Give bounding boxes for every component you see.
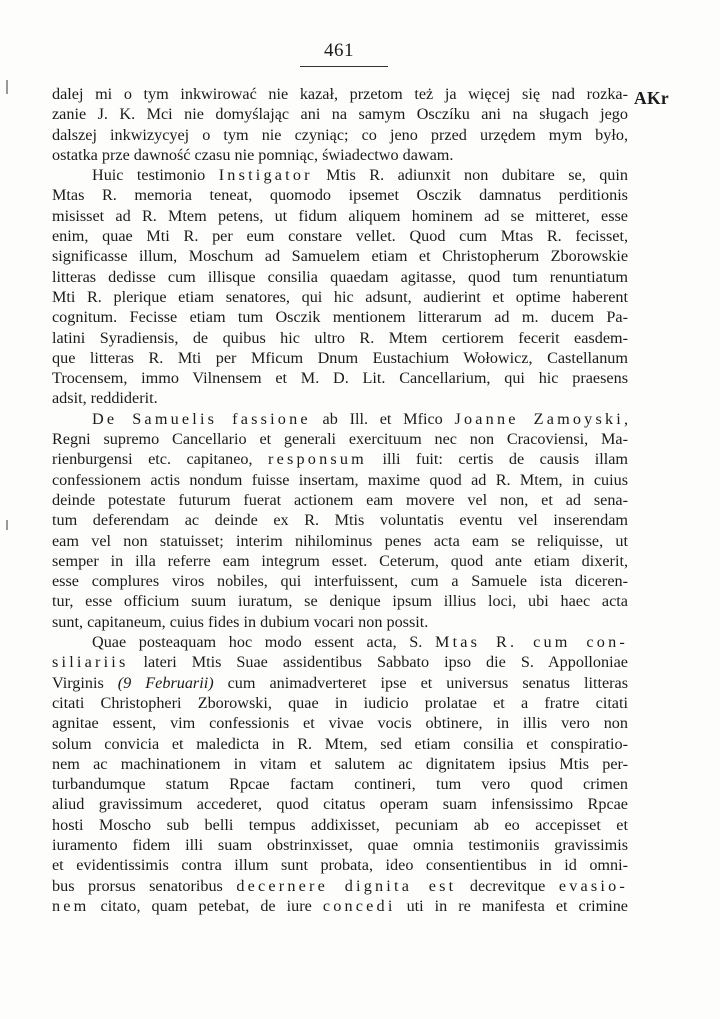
- spaced-text: siliariis: [52, 653, 129, 672]
- text-line: Trocensem, immo Vilnensem et M. D. Lit. Cancellarium, qui hic praesens: [52, 369, 628, 388]
- text-line: latini Syradiensis, de quibus hic ultro R. Mtem certiorem fecerit easdem-: [52, 328, 628, 347]
- text-line: nem ac machinationem in vitam et salutem ac dignitatem ipsius Mtis per-: [52, 754, 628, 773]
- text-line: dalszej inkwizycyej o tym nie czyniąc; co jeno przed urzędem mym było,: [52, 125, 628, 144]
- text-line: Regni supremo Cancellario et generali exercituum nec non Cracoviensi, Ma-: [52, 430, 628, 449]
- text-line: [52, 409, 628, 429]
- text-line: misisset ad R. Mtem petens, ut fidum aliquem hominem ad se mitteret, esse: [52, 206, 628, 225]
- text-line: Mtas R. memoria teneat, quomodo ipsemet Osczik damnatus perditionis: [52, 186, 628, 205]
- text-line: [52, 165, 628, 185]
- body-text: [52, 84, 628, 916]
- spaced-text: decernere dignita est: [236, 876, 457, 895]
- text-line: agnitae essent, vim confessionis et vivae vocis obtinere, in illis vero non: [52, 714, 628, 733]
- text-segment: Mtis R. adiunxit non dubitare se, quin: [312, 166, 628, 185]
- text-line: eam vel non statuisset; interim nihilominus penes acta eam se reliquisse, ut: [52, 531, 628, 550]
- text-line: litteras dedisse cum illisque consilia quaedam agitasse, quod tum renuntiatum: [52, 267, 628, 286]
- text-line: cognitum. Fecisse etiam tum Osczik mentionem litterarum ad m. ducem Pa-: [52, 308, 628, 327]
- text-segment: citato, quam petebat, de iure: [89, 896, 323, 915]
- text-line: tum deferendam ac deinde ex R. Mtis voluntatis eventu vel inserendam: [52, 511, 628, 530]
- page-number: 461: [324, 40, 354, 61]
- margin-note: AKr: [634, 88, 669, 108]
- text-line: [52, 876, 628, 896]
- text-segment: rienburgensi etc. capitaneo,: [52, 450, 269, 469]
- text-line: ostatka prze dawność czasu nie pomniąc, świadectwo dawam.: [52, 145, 454, 164]
- italic-text: (9 Februarii): [117, 673, 214, 692]
- text-line: et evidentissimis contra illum sunt probata, ideo consentientibus in id omni-: [52, 856, 628, 875]
- spaced-text: Joanne Zamoyski: [454, 409, 624, 428]
- text-segment: lateri Mtis Suae assidentibus Sabbato ipso die S. Appolloniae: [128, 653, 628, 672]
- text-line: [52, 449, 628, 469]
- text-segment: uti in re manifesta et crimine: [395, 896, 628, 915]
- spaced-text: Instigator: [218, 166, 313, 185]
- text-line: solum convicia et maledicta in R. Mtem, sed etiam consilia et conspiratio-: [52, 734, 628, 753]
- text-line: hosti Moscho sub belli tempus addixisset, pecuniam ab eo accepisset et: [52, 815, 628, 834]
- text-line: sunt, capitaneum, cuius fides in dubium vocari non possit.: [52, 612, 429, 631]
- text-line: deinde potestate futurum fuerat actionem eam movere vel non, et ad sena-: [52, 490, 628, 509]
- text-line: aliud gravissimum accederet, quod citatus operam suam infensissimo Rpcae: [52, 795, 628, 814]
- spaced-text: nem: [52, 896, 90, 915]
- text-line: zanie J. K. Mci nie domyślając ani na samym Osczíku ani na sługach jego: [52, 105, 628, 124]
- text-line: significasse illum, Moschum ad Samuelem etiam et Christopherum Zborowskie: [52, 247, 628, 266]
- text-segment: Virginis: [52, 673, 118, 692]
- spaced-text: responsum: [268, 450, 367, 469]
- scan-edge-mark: [6, 520, 8, 530]
- text-line: dalej mi o tym inkwirować nie kazał, przetom też ja więcej się nad rozka-: [52, 85, 628, 103]
- text-line: que litteras R. Mti per Mficum Dnum Eustachium Wołowicz, Castellanum: [52, 348, 628, 367]
- text-line: confessionem actis nondum fuisse insertam, maxime quod ad R. Mtem, in cuius: [52, 470, 628, 489]
- page-number-rule: [300, 66, 388, 67]
- text-line: turbandumque statum Rpcae factam contineri, tum vero quod crimen: [52, 775, 628, 794]
- text-line: adsit, reddiderit.: [52, 389, 158, 408]
- scan-edge-mark: [6, 80, 8, 94]
- text-segment: decrevitque: [456, 876, 559, 895]
- text-segment: ab Ill. et Mfico: [310, 409, 455, 428]
- text-segment: cum animadverteret ipse et universus senatus litteras: [213, 673, 628, 692]
- text-segment: illi fuit: certis de causis illam: [366, 450, 628, 469]
- text-line: tur, esse officium suum iuratum, se denique ipsum illius loci, ubi haec acta: [52, 592, 628, 611]
- text-line: [52, 673, 628, 693]
- text-line: [52, 632, 628, 652]
- text-line: citati Christopheri Zborowski, quae in iudicio prolatae et a fratre citati: [52, 693, 628, 712]
- text-segment: ,: [623, 409, 628, 428]
- text-line: Mti R. plerique etiam senatores, qui hic adsunt, audierint et optime haberent: [52, 287, 628, 306]
- text-segment: Quae posteaquam hoc modo essent acta, S.: [92, 633, 435, 652]
- text-line: [52, 896, 628, 916]
- text-line: semper in illa referre eam integrum esset. Ceterum, quod ante etiam dixerit,: [52, 551, 628, 570]
- text-line: esse complures viros nobiles, qui interfuissent, cum a Samuele ista diceren-: [52, 572, 628, 591]
- text-segment: bus prorsus senatoribus: [52, 876, 237, 895]
- text-line: iuramento fidem illi suam obstrinxisset, quae omnia testimoniis gravissimis: [52, 835, 628, 854]
- spaced-text: evasio-: [558, 876, 628, 895]
- spaced-text: De Samuelis fassione: [92, 409, 311, 428]
- text-line: enim, quae Mti R. per eum constare vellet. Quod cum Mtas R. fecisset,: [52, 227, 628, 246]
- text-line: [52, 652, 628, 672]
- text-segment: Huic testimonio: [92, 166, 219, 185]
- spaced-text: concedi: [322, 896, 396, 915]
- spaced-text: Mtas R. cum con-: [434, 633, 628, 652]
